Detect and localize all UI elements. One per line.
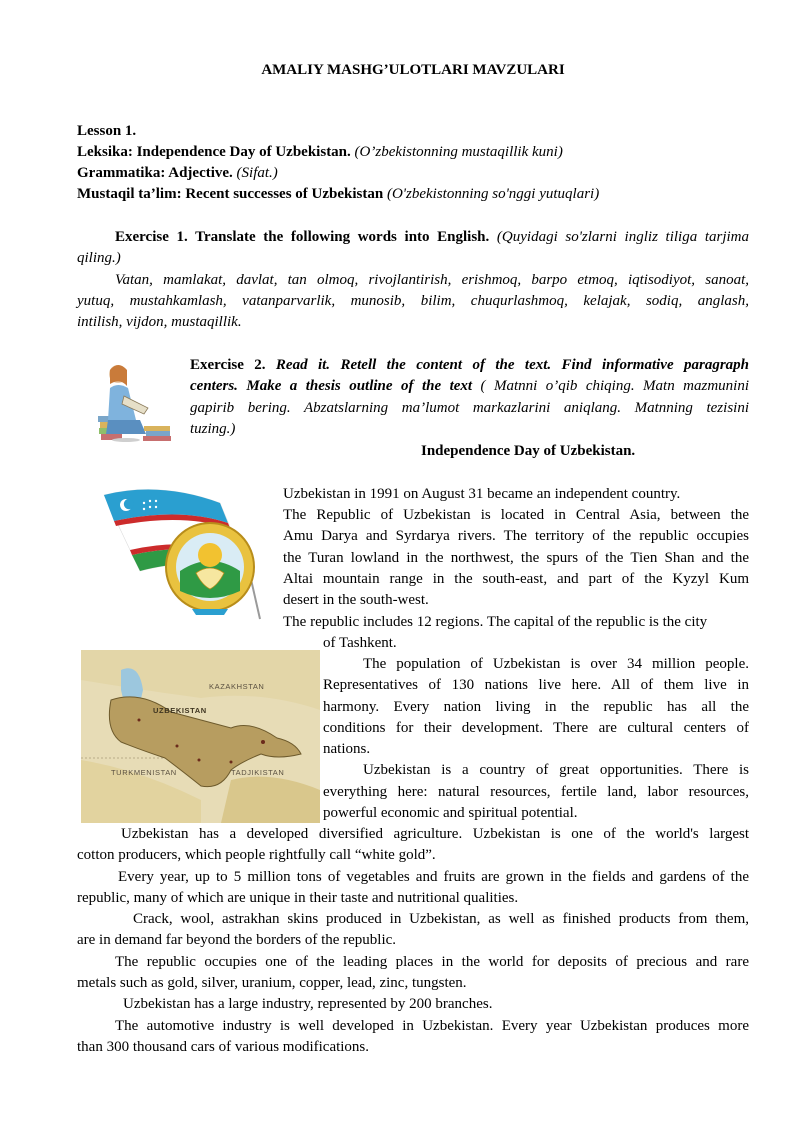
- leksika-translation: (O’zbekistonning mustaqillik kuni): [354, 144, 563, 160]
- grammatika-label: Grammatika: Adjective.: [77, 165, 233, 181]
- para-9-line-1: The republic occupies one of the leading places in the world for deposits of precious and rare: [115, 953, 749, 970]
- para-4-line-4: conditions for their development. There are cultural centers of: [323, 719, 749, 736]
- para-2-line-5: desert in the south-west.: [283, 592, 429, 609]
- map-label-turkmenistan: TURKMENISTAN: [111, 768, 177, 777]
- exercise1-translation: (Quyidagi so'zlarni ingliz tiliga tarjima: [496, 229, 750, 245]
- para-2-line-4: Altai mountain range in the south-east, and part of the Kyzyl Kum: [283, 570, 749, 587]
- exercise1-words-3: intilish, vijdon, mustaqillik.: [77, 314, 242, 331]
- para-4-line-5: nations.: [323, 741, 371, 758]
- para-8-line-2: are in demand far beyond the borders of the republic.: [77, 932, 397, 949]
- exercise2-instruction-2: centers. Make a thesis outline of the text: [190, 378, 473, 395]
- para-4-line-3: harmony. Every nation living in the republic has all the: [323, 698, 749, 715]
- exercise2-row-1: [190, 355, 749, 376]
- exercise2-translation-1: ( Matnni o’qib chiqing. Matn mazmunini: [480, 378, 749, 395]
- para-8-line-1: Crack, wool, astrakhan skins produced in Uzbekistan, as well as finished products from them,: [133, 911, 749, 928]
- mustaqil-line: [77, 184, 599, 205]
- mustaqil-label: Mustaqil ta’lim: Recent successes of Uzbekistan: [77, 186, 384, 202]
- body-paragraphs: [77, 824, 749, 1058]
- para-4-line-1: The population of Uzbekistan is over 34 million people.: [363, 656, 749, 672]
- exercise1-heading: Exercise 1. Translate the following words into English.: [115, 229, 490, 245]
- exercise2-block: [190, 355, 749, 440]
- exercise1-heading-row: [77, 227, 749, 248]
- para-11-line-2: than 300 thousand cars of various modifications.: [77, 1038, 370, 1055]
- exercise2-row-2: [190, 376, 749, 397]
- para-3-line-1: The republic includes 12 regions. The capital of the republic is the city: [283, 614, 708, 630]
- para-2: [283, 505, 749, 611]
- para-10: Uzbekistan has a large industry, represented by 200 branches.: [123, 996, 493, 1013]
- exercise1-block: [77, 227, 749, 333]
- para-7-line-2: republic, many of which are unique in their taste and nutritional qualities.: [77, 889, 519, 906]
- lesson-number: Lesson 1.: [77, 123, 137, 139]
- para-2-line-1: The Republic of Uzbekistan is located in Central Asia, between the: [283, 507, 749, 523]
- para-5-line-1: Uzbekistan is a country of great opportunities. There is: [363, 762, 749, 779]
- mustaqil-translation: (O'zbekistonning so'nggi yutuqlari): [386, 186, 600, 202]
- para-6-line-2: cotton producers, which people rightfully call “white gold”.: [77, 847, 436, 864]
- para-2-line-2: Amu Darya and Syrdarya rivers. The territory of the republic occupies: [283, 528, 749, 545]
- exercise2-translation-2: gapirib bering. Abzatslarning ma’lumot markazlarini aniqlang. Matnning tezisini: [190, 399, 749, 416]
- grammatika-translation: (Sifat.): [236, 165, 278, 181]
- leksika-line: [77, 142, 563, 163]
- para-5-line-3: powerful economic and spiritual potential.: [323, 805, 578, 822]
- page-title: AMALIY MASHG’ULOTLARI MAVZULARI: [261, 62, 565, 78]
- para-4-line-2: Representatives of 130 nations live here. All of them live in: [323, 677, 749, 694]
- exercise1-words-1: Vatan, mamlakat, davlat, tan olmoq, rivojlantirish, erishmoq, barpo etmoq, iqtisodiyot, sanoat,: [115, 271, 749, 288]
- map-label-kazakhstan: KAZAKHSTAN: [209, 682, 265, 691]
- text-title: Independence Day of Uzbekistan.: [421, 443, 636, 459]
- leksika-label: Leksika: Independence Day of Uzbekistan.: [77, 144, 351, 160]
- para-3-line-2: of Tashkent.: [323, 635, 397, 651]
- exercise2-instruction-1: Read it. Retell the content of the text. Find informative paragraph: [275, 357, 750, 373]
- exercise1-translation-cont: qiling.): [77, 250, 121, 267]
- flag-emblem-image: [100, 485, 270, 620]
- para-5-line-2: everything here: natural resources, fertile land, labor resources,: [323, 783, 749, 800]
- map-drawing: [81, 650, 320, 823]
- para-9-line-2: metals such as gold, silver, uranium, copper, lead, zinc, tungsten.: [77, 975, 467, 992]
- uzbekistan-map: [81, 650, 320, 823]
- map-label-tadjikistan: TADJIKISTAN: [231, 768, 285, 777]
- para-6-line-1: Uzbekistan has a developed diversified agriculture. Uzbekistan is one of the world's largest: [121, 826, 749, 842]
- map-label-uzbekistan: UZBEKISTAN: [153, 706, 207, 715]
- para-7-line-1: Every year, up to 5 million tons of vegetables and fruits are grown in the fields and gardens of the: [118, 868, 749, 885]
- exercise1-words-2: yutuq, mustahkamlash, vatanparvarlik, munosib, bilim, chuqurlashmoq, kelajak, sodiq, anglash,: [77, 292, 749, 309]
- para-2-line-3: the Turan lowland in the northwest, the spurs of the Tien Shan and the: [283, 549, 749, 566]
- para-11-line-1: The automotive industry is well developed in Uzbekistan. Every year Uzbekistan produces more: [115, 1017, 749, 1034]
- reading-girl-illustration: [96, 360, 176, 442]
- para-1: Uzbekistan in 1991 on August 31 became an independent country.: [283, 486, 681, 502]
- grammatika-line: [77, 163, 278, 184]
- para-4: [323, 654, 749, 824]
- exercise2-label: Exercise 2.: [190, 357, 266, 373]
- exercise2-translation-3: tuzing.): [190, 420, 236, 437]
